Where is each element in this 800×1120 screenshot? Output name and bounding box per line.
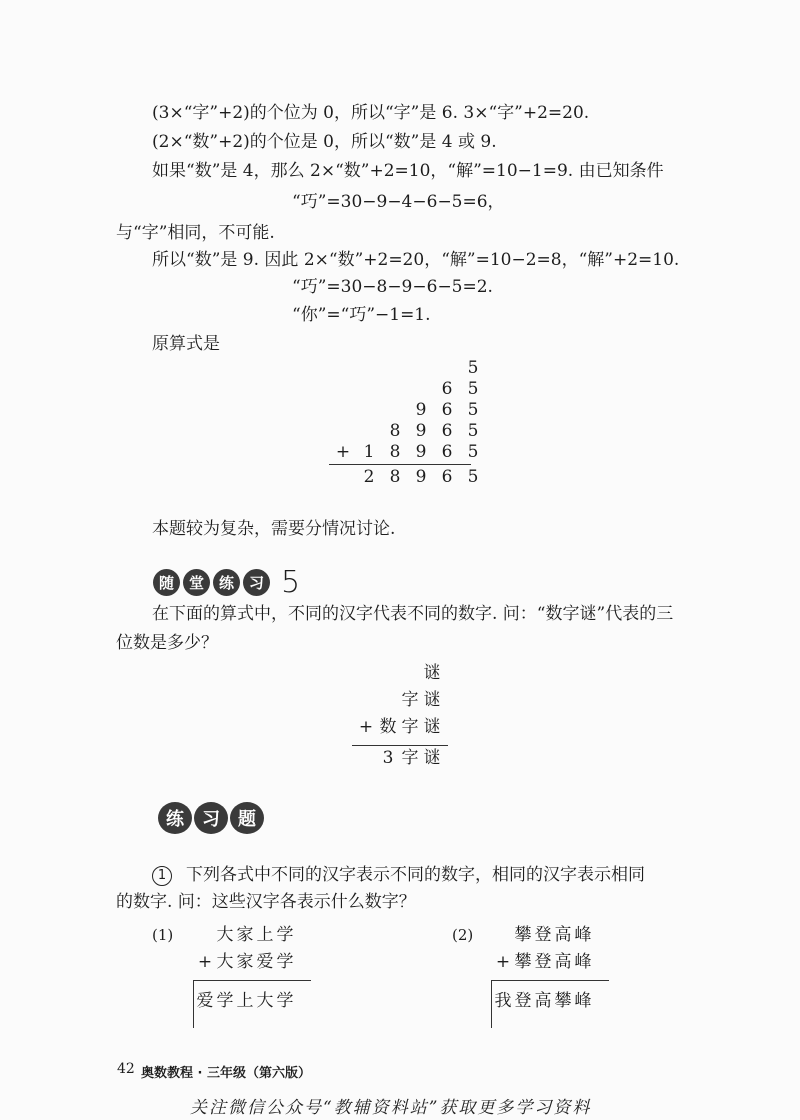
solution-line-8: “你”=“巧”−1=1.: [292, 305, 431, 325]
problem-2-result-col-6: 峰: [574, 991, 592, 1011]
addition-row-4-col-4: 9: [415, 421, 427, 441]
problem-1-result-col-6: 学: [276, 991, 294, 1011]
problem-1-row-1-col-5: 学: [276, 925, 294, 945]
puzzle-result-col-2: 3: [382, 748, 394, 768]
addition-row-2-col-6: 5: [467, 379, 479, 399]
problem-2-row-2-col-5: 峰: [574, 952, 592, 972]
addition-row-3-col-5: 6: [441, 400, 453, 420]
puzzle-row-1-col-4: 谜: [423, 663, 441, 683]
practice-question-line-2: 位数是多少？: [116, 633, 218, 653]
conclusion-text: 本题较为复杂，需要分情况讨论.: [152, 519, 396, 539]
problem-1-result-col-3: 学: [216, 991, 234, 1011]
solution-line-3: 如果“数”是 4，那么 2×“数”+2=10，“解”=10−1=9. 由已知条件: [152, 161, 664, 181]
exercises-badge-1: 练: [158, 802, 192, 834]
problem-1-result-col-2: 爱: [196, 991, 214, 1011]
addition-row-5-col-4: 9: [415, 442, 427, 462]
watermark-text: 关注微信公众号“教辅资料站”获取更多学习资料: [190, 1098, 592, 1118]
problem-2-sum-line: [491, 980, 609, 981]
solution-line-7: “巧”=30−8−9−6−5=2.: [292, 277, 493, 297]
addition-row-4-col-6: 5: [467, 421, 479, 441]
problem-1-row-2-col-2: 大: [216, 952, 234, 972]
addition-row-3-col-4: 9: [415, 400, 427, 420]
problem-1-result-col-5: 大: [256, 991, 274, 1011]
problem-2-row-1-col-3: 登: [534, 925, 552, 945]
solution-line-4: “巧”=30−9−4−6−5=6，: [292, 192, 505, 212]
exercises-heading: [158, 802, 266, 834]
addition-row-5-col-1: +: [335, 442, 351, 462]
addition-result-col-5: 6: [441, 467, 453, 487]
solution-line-1: (3×“字”+2)的个位为 0，所以“字”是 6. 3×“字”+2=20.: [152, 103, 590, 123]
solution-line-2: (2×“数”+2)的个位是 0，所以“数”是 4 或 9.: [152, 132, 497, 152]
addition-result-col-2: 2: [363, 467, 375, 487]
exercise-item-line-1: [152, 864, 645, 886]
practice-badge-4: 习: [243, 569, 270, 596]
problem-1-sum-line: [193, 980, 311, 981]
addition-row-5-col-2: 1: [363, 442, 375, 462]
puzzle-row-3-col-4: 谜: [423, 717, 441, 737]
problem-2-result-col-3: 登: [514, 991, 532, 1011]
practice-badge-3: 练: [213, 569, 240, 596]
exercises-badge-2: 习: [194, 802, 228, 834]
problem-2-row-1-col-2: 攀: [514, 925, 532, 945]
problem-1-result-col-4: 上: [236, 991, 254, 1011]
addition-row-4-col-5: 6: [441, 421, 453, 441]
problem-2-result-col-5: 攀: [554, 991, 572, 1011]
exercise-item-number: 1: [152, 866, 172, 886]
exercise-item-line-2: 的数字. 问：这些汉字各表示什么数字？: [116, 892, 416, 912]
problem-2-row-2-col-1: +: [495, 952, 511, 972]
problem-1-row-1-col-3: 家: [236, 925, 254, 945]
problem-1-row-2-col-1: +: [197, 952, 213, 972]
practice-heading: [153, 565, 300, 600]
problem-2-row-2-col-3: 登: [534, 952, 552, 972]
solution-line-6: 所以“数”是 9. 因此 2×“数”+2=20，“解”=10−2=8，“解”+2=10.: [152, 250, 680, 270]
problem-1-bracket: [193, 980, 194, 1028]
exercise-item-text-1: 下列各式中不同的汉字表示不同的数字，相同的汉字表示相同: [186, 865, 645, 885]
addition-result-col-4: 9: [415, 467, 427, 487]
puzzle-sum-line: [352, 745, 448, 746]
puzzle-row-3-col-2: 数: [379, 717, 397, 737]
problem-1-row-2-col-4: 爱: [256, 952, 274, 972]
puzzle-result-col-4: 谜: [423, 748, 441, 768]
solution-line-9: 原算式是: [152, 334, 220, 354]
problem-2-result-col-2: 我: [494, 991, 512, 1011]
puzzle-result-col-3: 字: [401, 748, 419, 768]
addition-row-5-col-3: 8: [389, 442, 401, 462]
page-number: 42: [117, 1061, 135, 1077]
addition-sum-line: [329, 464, 471, 465]
problem-1-row-1-col-4: 上: [256, 925, 274, 945]
practice-badge-1: 随: [153, 569, 180, 596]
addition-row-3-col-6: 5: [467, 400, 479, 420]
problem-2-row-1-col-4: 高: [554, 925, 572, 945]
addition-row-5-col-5: 6: [441, 442, 453, 462]
problem-2-row-1-col-5: 峰: [574, 925, 592, 945]
exercises-badge-3: 题: [230, 802, 264, 834]
problem-2-bracket: [491, 980, 492, 1028]
problem-2-label: (2): [452, 926, 474, 944]
addition-row-5-col-6: 5: [467, 442, 479, 462]
puzzle-row-3-col-3: 字: [401, 717, 419, 737]
puzzle-row-2-col-3: 字: [401, 690, 419, 710]
puzzle-row-3-col-1: +: [358, 717, 374, 737]
problem-1-row-2-col-3: 家: [236, 952, 254, 972]
practice-question-line-1: 在下面的算式中，不同的汉字代表不同的数字. 问：“数字谜”代表的三: [152, 604, 674, 624]
puzzle-row-2-col-4: 谜: [423, 690, 441, 710]
practice-number: 5: [281, 565, 301, 600]
practice-badge-2: 堂: [183, 569, 210, 596]
problem-1-label: (1): [152, 926, 174, 944]
addition-row-2-col-5: 6: [441, 379, 453, 399]
addition-row-4-col-3: 8: [389, 421, 401, 441]
addition-result-col-6: 5: [467, 467, 479, 487]
problem-2-row-2-col-4: 高: [554, 952, 572, 972]
book-title: 奥数教程 · 三年级（第六版）: [141, 1066, 311, 1081]
problem-1-row-2-col-5: 学: [276, 952, 294, 972]
solution-line-5: 与“字”相同，不可能.: [116, 223, 275, 243]
problem-1-row-1-col-2: 大: [216, 925, 234, 945]
problem-2-row-2-col-2: 攀: [514, 952, 532, 972]
addition-row-1-col-6: 5: [467, 358, 479, 378]
problem-2-result-col-4: 高: [534, 991, 552, 1011]
addition-result-col-3: 8: [389, 467, 401, 487]
